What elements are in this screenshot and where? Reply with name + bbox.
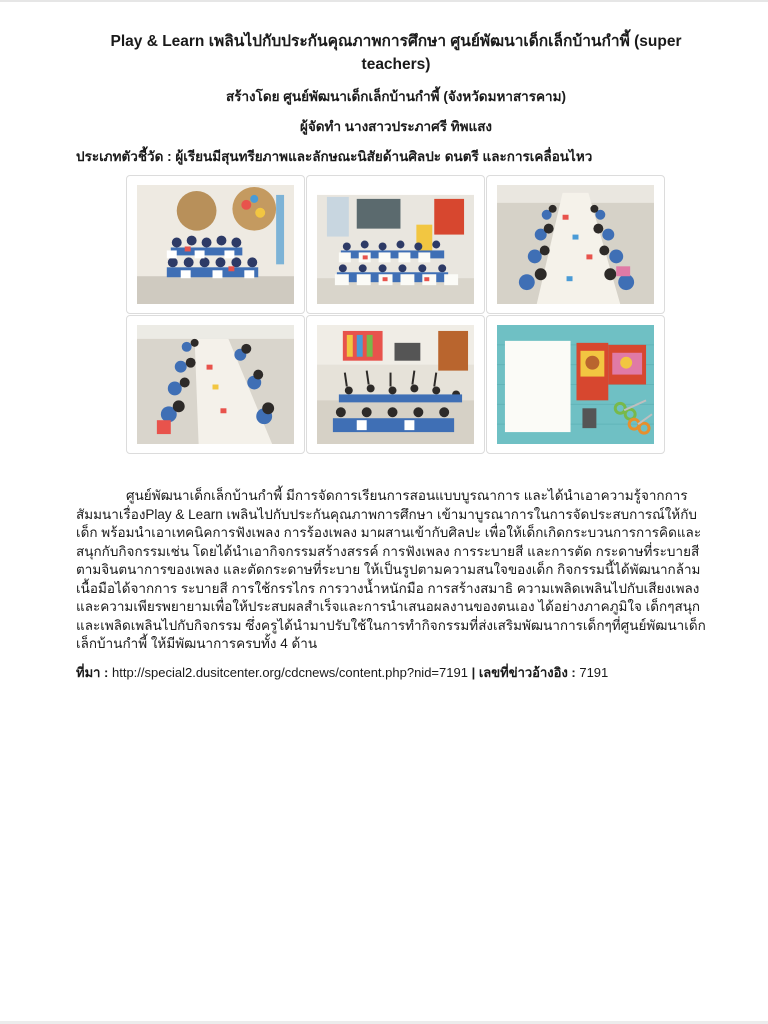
photo-classroom-children-holding-drawings [317, 185, 474, 304]
article-body: ศูนย์พัฒนาเด็กเล็กบ้านกำพี้ มีการจัดการเรียนการสอนแบบบูรณาการ และได้นำเอาความรู้จากการสัมมนาเรื่องPlay & Learn เพลินไปกับประกันคุณภาพการศึกษา เข้ามาบูรณาการในการจัดประสบการณ์ให้กับเด็ก พร้อมนำเอาเทคนิคการฟังเพลง การร้องเพลง มาผสานเข้ากับศิลปะ เพื่อให้เด็กเกิดกระบวนการการคิดและสนุกกับกิจกรรมเช่น โดยได้นำเอากิจกรรมสร้างสรรค์ การฟังเพลง การระบายสี และการตัด กระดาษที่ระบายสีตามจินตนาการของเพลง และตัดกระดาษที่ระบาย ให้เป็นรูปตามความสนใจของเด็ก กิจกรรมนี้ได้พัฒนากล้ามเนื้อมือได้จากการ ระบายสี การใช้กรรไกร การวางน้ำหนักมือ การสร้างสมาธิ ความเพลิดเพลินไปกับเสียงเพลง และความเพียรพยายามเพื่อให้ประสบผลสำเร็จและการนำเสนอผลงานของตนเอง ได้อย่างภาคภูมิใจ เด็กๆสนุกและเพลิดเพลินไปกับกิจกรรม ซึ่งครูได้นำมาปรับใช้ในการทำกิจกรรมที่ส่งเสริมพัฒนาการเด็กๆที่ศูนย์พัฒนาเด็กเล็กบ้านกำพี้ ให้มีพัฒนาการครบทั้ง 4 ด้าน [76, 488, 706, 651]
photo-children-coloring-at-tables [137, 325, 294, 444]
photo-thumbnail[interactable] [126, 315, 305, 454]
photo-thumbnail[interactable] [306, 175, 485, 314]
page-title: Play & Learn เพลินไปกับประกันคุณภาพการศึกษา ศูนย์พัฒนาเด็กเล็กบ้านกำพี้ (super teachers) [110, 33, 682, 73]
indicator-value: ผู้เรียนมีสุนทรียภาพและลักษณะนิสัยด้านศิลปะ ดนตรี และการเคลื่อนไหว [175, 149, 593, 164]
source-label: ที่มา : [76, 664, 112, 680]
reference-number: 7191 [579, 664, 609, 680]
producer-line: ผู้จัดทำ นางสาวประภาศรี ทิพแสง [299, 119, 493, 134]
reference-label: เลขที่ข่าวอ้างอิง : [478, 664, 580, 680]
creator-line: สร้างโดย ศูนย์พัฒนาเด็กเล็กบ้านกำพี้ (จังหวัดมหาสารคาม) [225, 89, 567, 104]
photo-children-raising-hands [317, 325, 474, 444]
photo-thumbnail[interactable] [306, 315, 485, 454]
photo-thumbnail[interactable] [126, 175, 305, 314]
indicator-label: ประเภทตัวชี้วัด : [76, 149, 176, 164]
source-separator: | [467, 664, 479, 680]
photo-children-drawing-on-floor [497, 185, 654, 304]
source-line [76, 664, 716, 682]
article [76, 30, 716, 682]
photo-thumbnail[interactable] [486, 175, 665, 314]
top-divider [0, 0, 768, 2]
photo-thumbnail[interactable] [486, 315, 665, 454]
photo-gallery [126, 175, 666, 455]
source-url[interactable]: http://special2.dusitcenter.org/cdcnews/content.php?nid=7191 [112, 664, 468, 680]
photo-group-children-with-drawings [137, 185, 294, 304]
photo-art-supplies-paper-crayons-scissors [497, 325, 654, 444]
indicator-line [76, 148, 716, 166]
